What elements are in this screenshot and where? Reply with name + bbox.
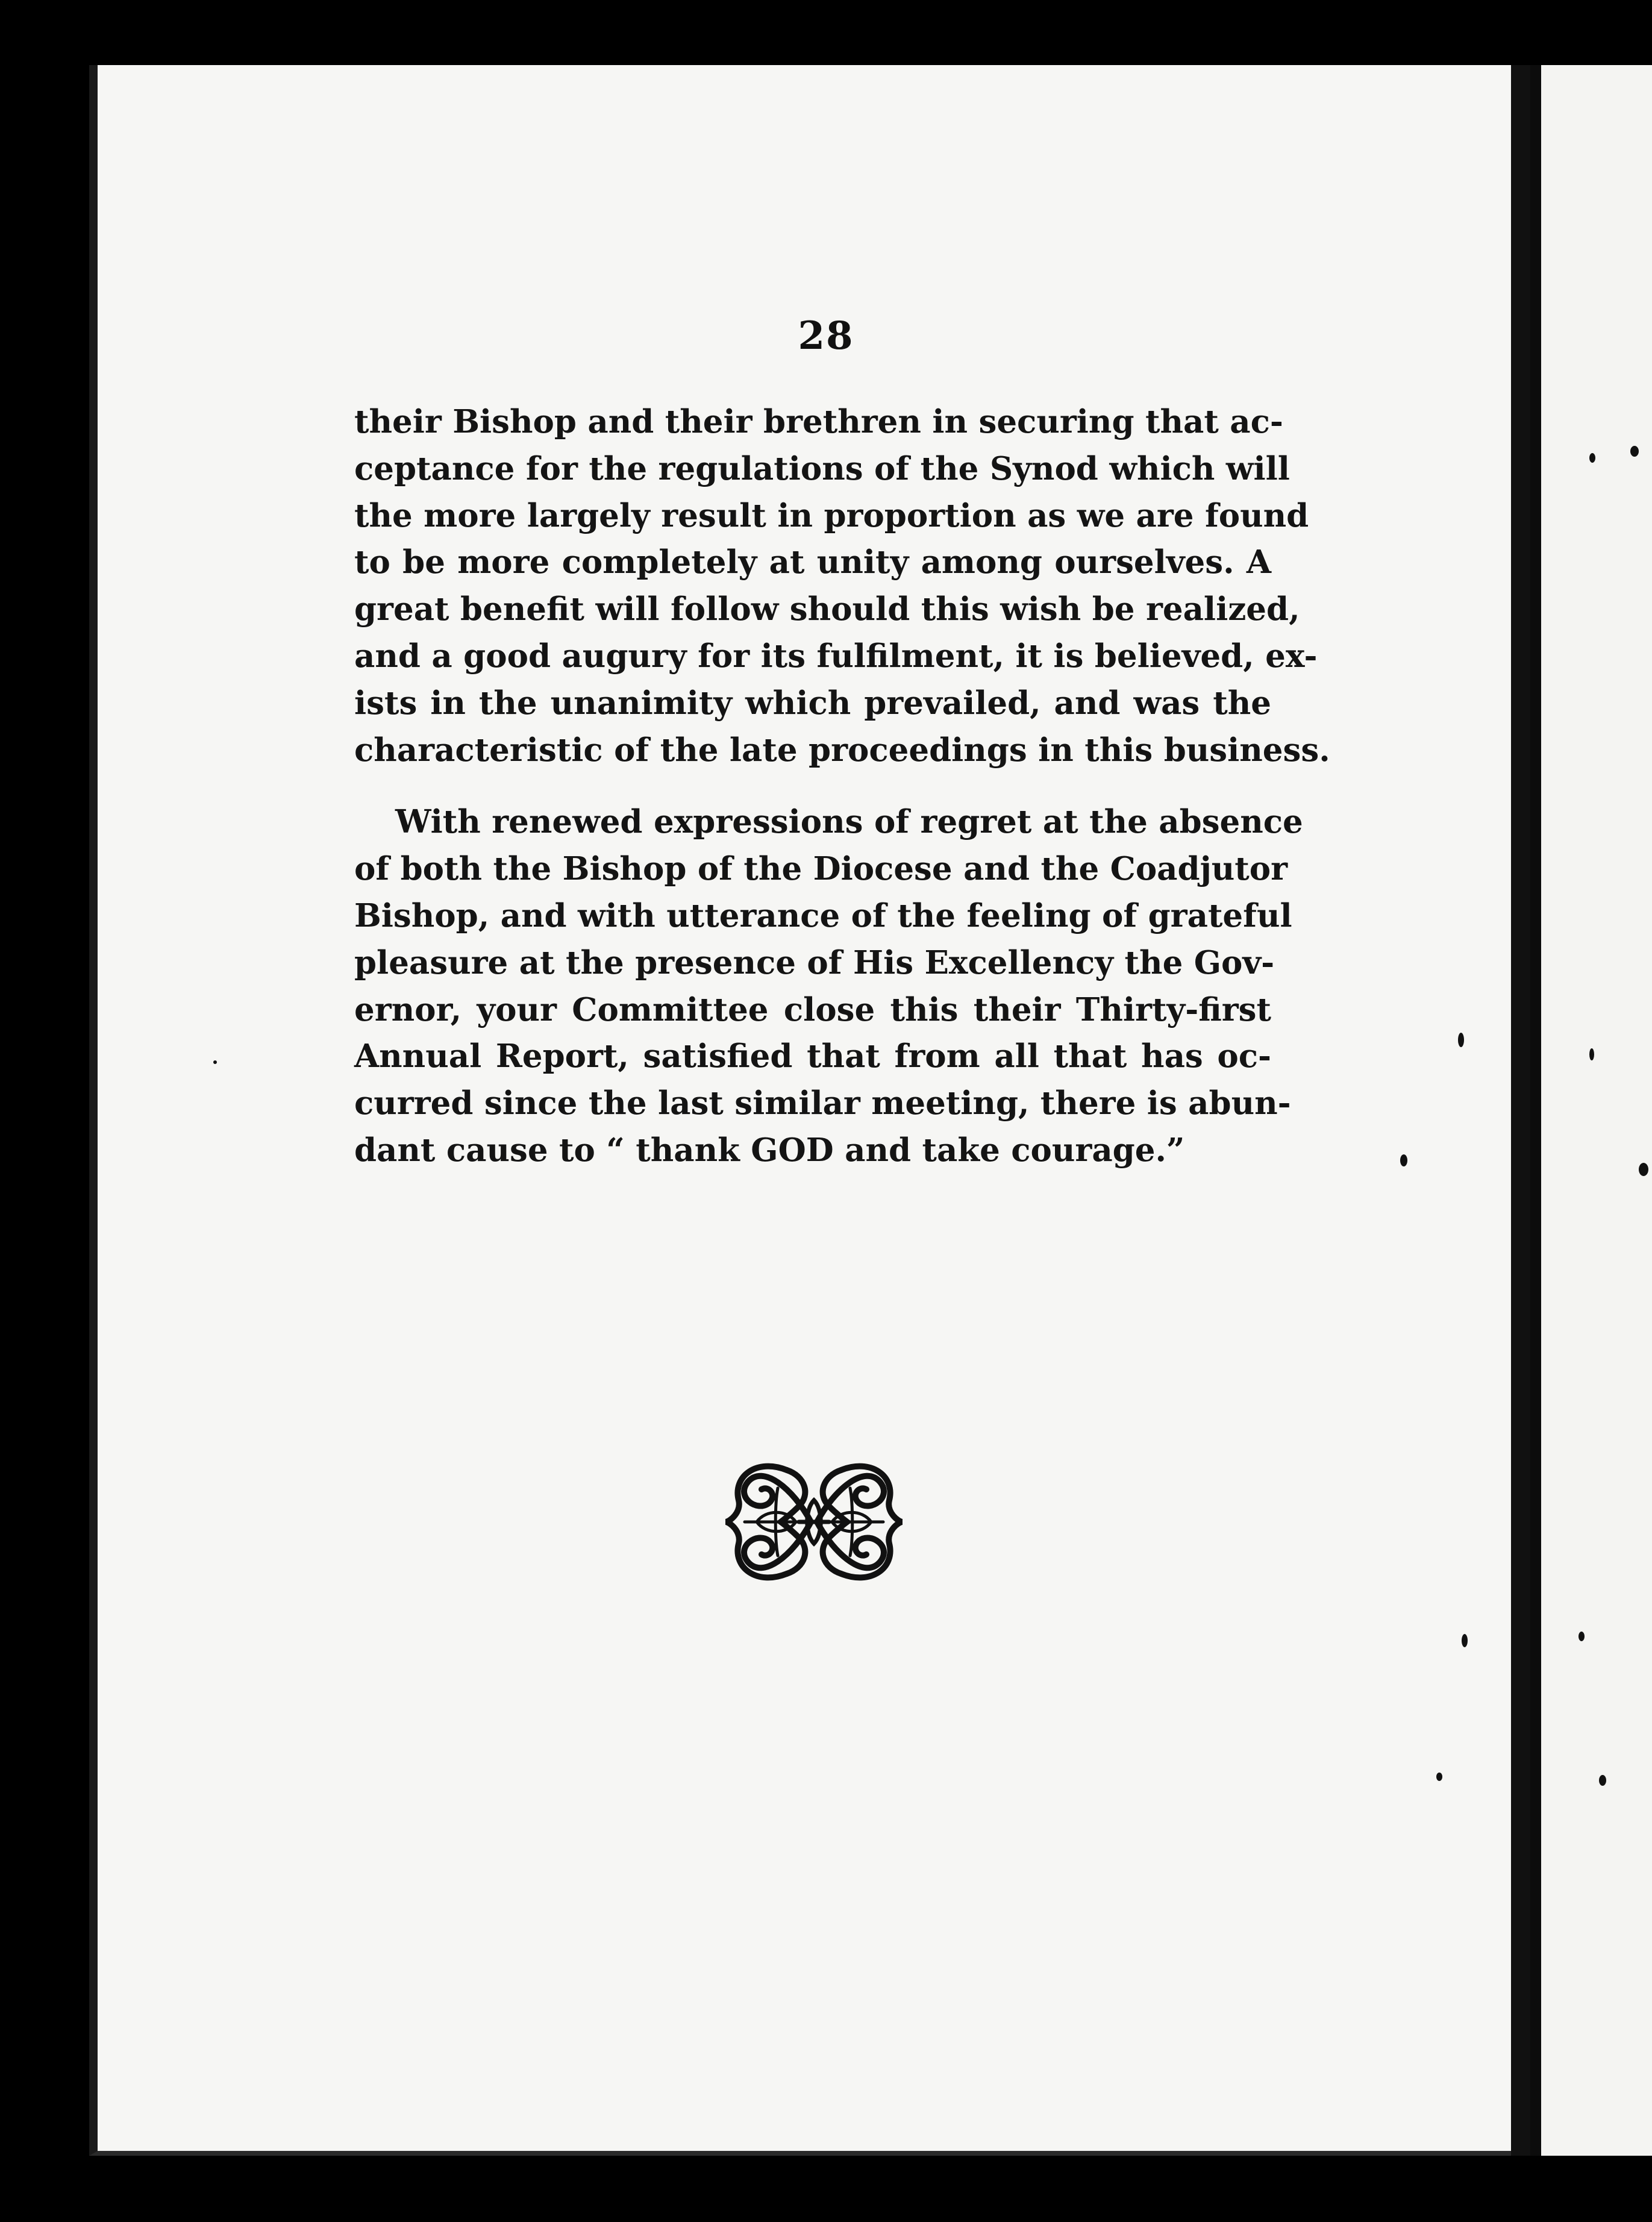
body-text	[354, 399, 1330, 1174]
ink-speck	[1578, 1632, 1585, 1641]
ink-speck	[1462, 1634, 1468, 1647]
ink-speck	[1630, 446, 1639, 457]
page-number: 28	[798, 313, 854, 358]
ink-speck	[1400, 1154, 1407, 1166]
ink-speck	[1436, 1773, 1442, 1781]
text-line: Bishop, and with utterance of the feeling of grateful	[354, 897, 1292, 934]
text-line: and a good augury for its fulfilment, it is believed, ex-	[354, 637, 1318, 675]
text-line: of both the Bishop of the Diocese and the Coadjutor	[354, 850, 1288, 888]
text-line: ists in the unanimity which prevailed, and was the	[354, 684, 1271, 722]
paragraph	[354, 799, 1303, 1174]
text-line: characteristic of the late proceedings in this business.	[354, 731, 1330, 769]
celtic-knot-ornament-icon	[721, 1452, 907, 1592]
paragraph	[354, 399, 1330, 774]
gutter-shadow	[1511, 65, 1532, 2156]
text-line: dant cause to “ thank GOD and take courage.”	[354, 1131, 1185, 1169]
ink-speck	[1589, 453, 1595, 463]
text-line: the more largely result in proportion as we are found	[354, 496, 1309, 534]
ink-speck	[1599, 1775, 1606, 1786]
text-line: their Bishop and their brethren in securing that ac-	[354, 403, 1283, 440]
ink-speck	[1458, 1033, 1464, 1047]
ink-speck	[1589, 1048, 1594, 1060]
facing-page	[1530, 65, 1652, 2156]
text-line: ernor, your Committee close this their Thirty-first	[354, 991, 1271, 1028]
text-line: great benefit will follow should this wish be realized,	[354, 590, 1300, 628]
text-line: ceptance for the regulations of the Synod which will	[354, 449, 1290, 487]
text-line: Annual Report, satisfied that from all that has oc-	[354, 1037, 1271, 1075]
text-line: With renewed expressions of regret at the absence	[395, 803, 1303, 841]
ink-speck	[213, 1060, 217, 1064]
text-line: curred since the last similar meeting, there is abun-	[354, 1084, 1291, 1122]
text-line: to be more completely at unity among ourselves. A	[354, 543, 1271, 581]
text-line: pleasure at the presence of His Excellency the Gov-	[354, 944, 1275, 981]
ink-speck	[1639, 1163, 1648, 1176]
